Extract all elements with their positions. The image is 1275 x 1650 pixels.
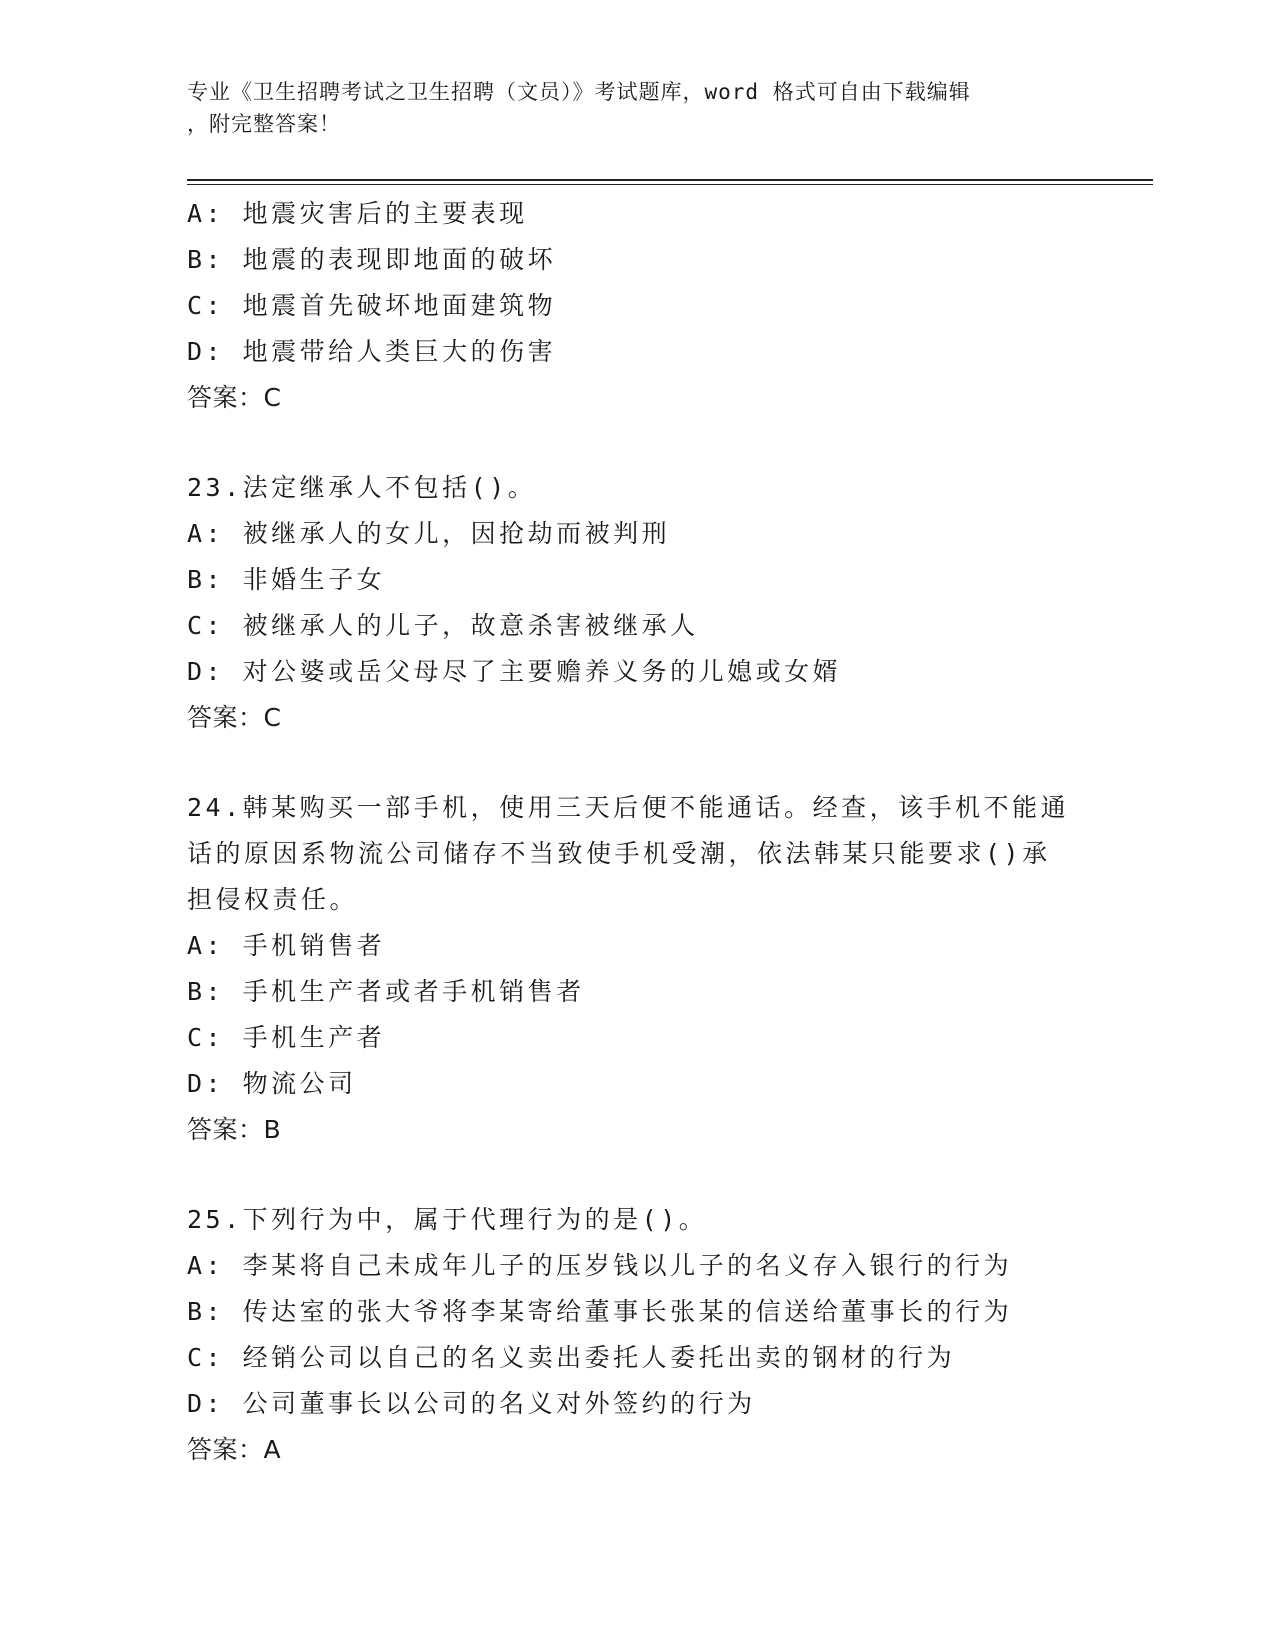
question-stem-line-2: 话的原因系物流公司储存不当致使手机受潮，依法韩某只能要求()承 <box>187 839 1051 868</box>
option-b: B: 非婚生子女 <box>187 565 386 594</box>
question-23 <box>187 465 1087 741</box>
header-divider-thick <box>187 179 1153 181</box>
header-line-1: 专业《卫生招聘考试之卫生招聘（文员）》考试题库，word 格式可自由下载编辑 <box>187 80 971 104</box>
question-stem-line-1: 24.韩某购买一部手机，使用三天后便不能通话。经查，该手机不能通 <box>187 793 1070 822</box>
option-a: A: 地震灾害后的主要表现 <box>187 199 528 228</box>
option-d: D: 地震带给人类巨大的伤害 <box>187 337 557 366</box>
header-divider-thin <box>187 184 1153 185</box>
option-c: C: 手机生产者 <box>187 1023 386 1052</box>
question-spacer <box>187 1153 1087 1197</box>
answer-line: 答案：C <box>187 383 282 412</box>
question-spacer <box>187 421 1087 465</box>
question-25 <box>187 1197 1087 1473</box>
document-header <box>187 76 1067 140</box>
question-24 <box>187 785 1087 1153</box>
option-b: B: 手机生产者或者手机销售者 <box>187 977 585 1006</box>
option-c: C: 被继承人的儿子，故意杀害被继承人 <box>187 611 699 640</box>
option-a: A: 被继承人的女儿，因抢劫而被判刑 <box>187 519 671 548</box>
option-a: A: 手机销售者 <box>187 931 386 960</box>
answer-line: 答案：A <box>187 1435 282 1464</box>
option-c: C: 地震首先破坏地面建筑物 <box>187 291 557 320</box>
question-stem-line-3: 担侵权责任。 <box>187 885 359 914</box>
option-c: C: 经销公司以自己的名义卖出委托人委托出卖的钢材的行为 <box>187 1343 956 1372</box>
question-list <box>187 191 1087 1473</box>
option-a: A: 李某将自己未成年儿子的压岁钱以儿子的名义存入银行的行为 <box>187 1251 1013 1280</box>
answer-line: 答案：C <box>187 703 282 732</box>
option-d: D: 物流公司 <box>187 1069 357 1098</box>
question-stem: 23.法定继承人不包括()。 <box>187 473 537 502</box>
question-spacer <box>187 741 1087 785</box>
question-stem: 25.下列行为中，属于代理行为的是()。 <box>187 1205 708 1234</box>
answer-line: 答案：B <box>187 1115 282 1144</box>
option-b: B: 地震的表现即地面的破坏 <box>187 245 557 274</box>
header-line-2: ，附完整答案！ <box>187 112 341 136</box>
option-b: B: 传达室的张大爷将李某寄给董事长张某的信送给董事长的行为 <box>187 1297 1013 1326</box>
option-d: D: 对公婆或岳父母尽了主要赡养义务的儿媳或女婿 <box>187 657 842 686</box>
question-22 <box>187 191 1087 421</box>
option-d: D: 公司董事长以公司的名义对外签约的行为 <box>187 1389 756 1418</box>
